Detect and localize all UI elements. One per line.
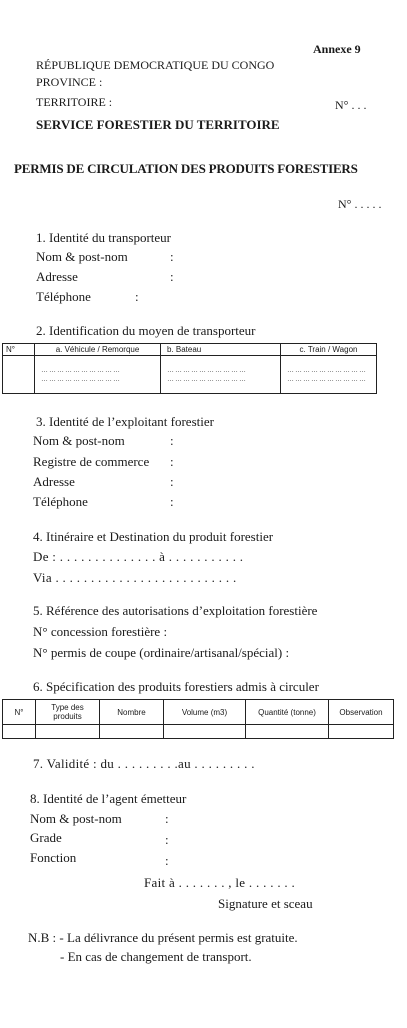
products-table (2, 699, 394, 739)
field-colon: : (135, 289, 139, 304)
header-number: N° . . . (335, 98, 367, 112)
col-header: Quantité (tonne) (246, 700, 329, 725)
document-title: PERMIS DE CIRCULATION DES PRODUITS FORESTIERS (14, 161, 358, 176)
republic-label: RÉPUBLIQUE DEMOCRATIQUE DU CONGO (36, 58, 275, 72)
col-header: a. Véhicule / Remorque (35, 344, 161, 356)
field-label: Nom & post-nom (30, 811, 122, 826)
section6-heading: 6. Spécification des produits forestiers admis à circuler (33, 679, 319, 694)
signature-label: Signature et sceau (218, 896, 313, 911)
annexe-label: Annexe 9 (313, 42, 361, 56)
col-header: c. Train / Wagon (281, 344, 377, 356)
dotted-line: ………………………… (41, 375, 121, 383)
table-cell[interactable] (36, 725, 100, 739)
table-cell[interactable] (35, 356, 161, 394)
table-cell[interactable] (3, 725, 36, 739)
dotted-line: ………………………… (167, 375, 247, 383)
fait-line: Fait à . . . . . . . , le . . . . . . . (144, 875, 296, 890)
field-colon: : (170, 249, 174, 264)
section1-heading: 1. Identité du transporteur (36, 230, 172, 245)
field-colon: : (170, 433, 174, 448)
via-line: Via . . . . . . . . . . . . . . . . . . . . . . . . . . (33, 570, 237, 585)
field-colon: : (170, 474, 174, 489)
section4-heading: 4. Itinéraire et Destination du produit forestier (33, 529, 274, 544)
section3-heading: 3. Identité de l’exploitant forestier (36, 414, 214, 429)
field-colon: : (165, 832, 169, 847)
col-header: Volume (m3) (164, 700, 246, 725)
table-cell[interactable] (164, 725, 246, 739)
transport-table (2, 343, 377, 394)
de-line: De : . . . . . . . . . . . . . . à . . . . . . . . . . . (33, 549, 244, 564)
field-label: Téléphone (33, 494, 88, 509)
table-cell[interactable] (161, 356, 281, 394)
field-label: Téléphone (36, 289, 91, 304)
permis-line: N° permis de coupe (ordinaire/artisanal/spécial) : (33, 645, 290, 660)
field-label: Nom & post-nom (36, 249, 128, 264)
section2-heading: 2. Identification du moyen de transporteur (36, 323, 256, 338)
service-label: SERVICE FORESTIER DU TERRITOIRE (36, 117, 280, 132)
col-header: N° (3, 700, 36, 725)
table-cell[interactable] (3, 356, 35, 394)
province-label: PROVINCE : (36, 75, 103, 89)
territoire-label: TERRITOIRE : (36, 95, 113, 109)
field-label: Nom & post-nom (33, 433, 125, 448)
section5-heading: 5. Référence des autorisations d’exploitation forestière (33, 603, 318, 618)
concession-line: N° concession forestière : (33, 624, 168, 639)
col-header: Observation (329, 700, 394, 725)
field-colon: : (170, 454, 174, 469)
field-label: Adresse (36, 269, 78, 284)
dotted-line: ………………………… (287, 366, 367, 374)
col-header: Nombre (100, 700, 164, 725)
field-label: Grade (30, 830, 62, 845)
dotted-line: ………………………… (167, 366, 247, 374)
nb-line1: N.B : - La délivrance du présent permis est gratuite. (28, 930, 298, 945)
nb-line2: - En cas de changement de transport. (60, 949, 252, 964)
section8-heading: 8. Identité de l’agent émetteur (30, 791, 187, 806)
field-label: Registre de commerce (33, 454, 150, 469)
field-label: Adresse (33, 474, 75, 489)
table-cell[interactable] (281, 356, 377, 394)
field-colon: : (165, 853, 169, 868)
col-header: N° (3, 344, 35, 356)
col-header: b. Bateau (161, 344, 281, 356)
field-label: Fonction (30, 850, 77, 865)
dotted-line: ………………………… (287, 375, 367, 383)
validity-line: 7. Validité : du . . . . . . . . .au . . . . . . . . . (33, 756, 255, 771)
col-header: Type des produits (36, 700, 100, 725)
field-colon: : (165, 811, 169, 826)
table-cell[interactable] (100, 725, 164, 739)
table-cell[interactable] (329, 725, 394, 739)
permit-number: N° . . . . . (338, 197, 382, 211)
table-cell[interactable] (246, 725, 329, 739)
dotted-line: ………………………… (41, 366, 121, 374)
field-colon: : (170, 269, 174, 284)
field-colon: : (170, 494, 174, 509)
